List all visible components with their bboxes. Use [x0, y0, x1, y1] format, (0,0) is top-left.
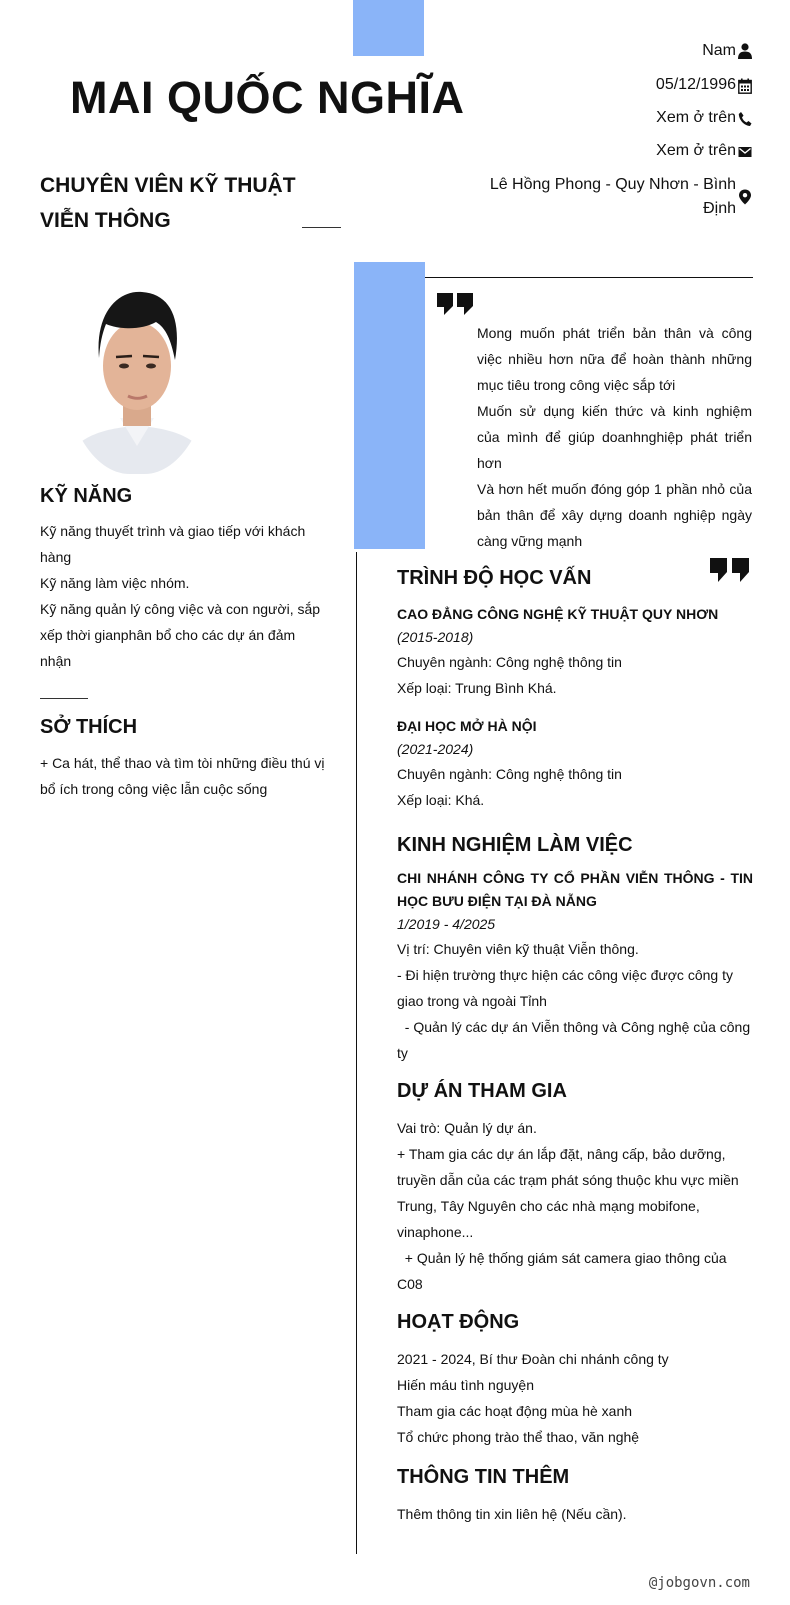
column-divider [356, 552, 357, 1554]
profile-photo [62, 278, 212, 474]
full-name: MAI QUỐC NGHĨA [70, 72, 465, 123]
calendar-icon [738, 78, 752, 94]
objective-text [477, 320, 752, 554]
skill-item: Kỹ năng quản lý công việc và con người, sắp xếp thời gianphân bổ cho các dự án đảm nhận [40, 601, 321, 669]
title-divider [302, 227, 341, 228]
work-period: 1/2019 - 4/2025 [397, 916, 496, 932]
school-name: CAO ĐẲNG CÔNG NGHỆ KỸ THUẬT QUY NHƠN [397, 606, 719, 622]
contact-gender: Nam [702, 42, 736, 59]
experience-line: - Quản lý các dự án Viễn thông và Công nghệ của công ty [397, 1019, 755, 1061]
job-title: CHUYÊN VIÊN KỸ THUẬT VIỄN THÔNG [40, 174, 296, 232]
skill-item: Kỹ năng thuyết trình và giao tiếp với khách hàng [40, 523, 306, 565]
extra-text: Thêm thông tin xin liên hệ (Nếu cần). [397, 1506, 627, 1522]
education-heading: TRÌNH ĐỘ HỌC VẤN [397, 567, 592, 589]
school-major: Chuyên ngành: Công nghệ thông tin [397, 654, 622, 670]
school-grade: Xếp loại: Khá. [397, 792, 485, 808]
accent-block-top [353, 0, 424, 56]
projects-heading: DỰ ÁN THAM GIA [397, 1080, 567, 1102]
contact-address: Lê Hồng Phong - Quy Nhơn - Bình Định [489, 176, 736, 217]
experience-heading: KINH NGHIỆM LÀM VIỆC [397, 834, 633, 856]
project-line: + Tham gia các dự án lắp đặt, nâng cấp, bảo dưỡng, truyền dẫn của các trạm phát sóng thuộc khu vực miền Trung, Tây Nguyên cho các nhà mạng mobifone, vinaphone... [397, 1146, 739, 1240]
company-name: CHI NHÁNH CÔNG TY CỔ PHẦN VIỄN THÔNG - TIN HỌC BƯU ĐIỆN TẠI ĐÀ NẴNG [397, 870, 753, 909]
user-icon [738, 43, 752, 59]
project-line: + Quản lý hệ thống giám sát camera giao thông của C08 [397, 1250, 731, 1292]
contact-email: Xem ở trên [656, 142, 736, 159]
education-school [397, 715, 753, 813]
phone-icon [738, 111, 752, 127]
envelope-icon [738, 144, 752, 160]
skills-list [40, 518, 325, 674]
activity-line: Tổ chức phong trào thể thao, văn nghệ [397, 1429, 640, 1445]
map-pin-icon [738, 189, 752, 205]
contact-birthday: 05/12/1996 [655, 76, 736, 93]
experience-line: Vị trí: Chuyên viên kỹ thuật Viễn thông. [397, 941, 639, 957]
contact-phone: Xem ở trên [656, 109, 736, 126]
activities-body [397, 1346, 753, 1450]
skill-item: Kỹ năng làm việc nhóm. [40, 575, 190, 591]
objective-paragraph: Mong muốn phát triển bản thân và công việc nhiều hơn nữa để hoàn thành những mục tiêu trong công việc sắp tới [477, 325, 752, 393]
school-name: ĐẠI HỌC MỞ HÀ NỘI [397, 718, 537, 734]
hobbies-heading: SỞ THÍCH [40, 716, 138, 738]
activity-line: Tham gia các hoạt động mùa hè xanh [397, 1403, 633, 1419]
quote-open-icon [436, 292, 476, 316]
activity-line: Hiến máu tình nguyện [397, 1377, 534, 1393]
extra-heading: THÔNG TIN THÊM [397, 1466, 570, 1488]
education-school [397, 603, 753, 701]
projects-body [397, 1115, 753, 1297]
skills-heading: KỸ NĂNG [40, 485, 133, 507]
hobbies-text: + Ca hát, thể thao và tìm tòi những điều thú vị bổ ích trong công việc lẫn cuộc sống [40, 755, 325, 797]
activity-line: 2021 - 2024, Bí thư Đoàn chi nhánh công ty [397, 1351, 669, 1367]
experience-entry [397, 867, 753, 1066]
objective-paragraph: Muốn sử dụng kiến thức và kinh nghiệm của mình để giúp doanhnghiệp phát triển hơn [477, 403, 752, 471]
skills-divider [40, 698, 88, 699]
project-line: Vai trò: Quản lý dự án. [397, 1120, 537, 1136]
objective-rule [425, 277, 753, 278]
watermark: @jobgovn.com [648, 1575, 750, 1591]
objective-paragraph: Và hơn hết muốn đóng góp 1 phần nhỏ của bản thân để xây dựng doanh nghiệp ngày càng vững mạnh [477, 481, 752, 549]
activities-heading: HOẠT ĐỘNG [397, 1311, 520, 1333]
school-grade: Xếp loại: Trung Bình Khá. [397, 680, 557, 696]
school-major: Chuyên ngành: Công nghệ thông tin [397, 766, 622, 782]
experience-line: - Đi hiện trường thực hiện các công việc được công ty giao trong và ngoài Tỉnh [397, 967, 737, 1009]
accent-block-side [354, 262, 425, 549]
school-period: (2021-2024) [397, 741, 474, 757]
school-period: (2015-2018) [397, 629, 474, 645]
